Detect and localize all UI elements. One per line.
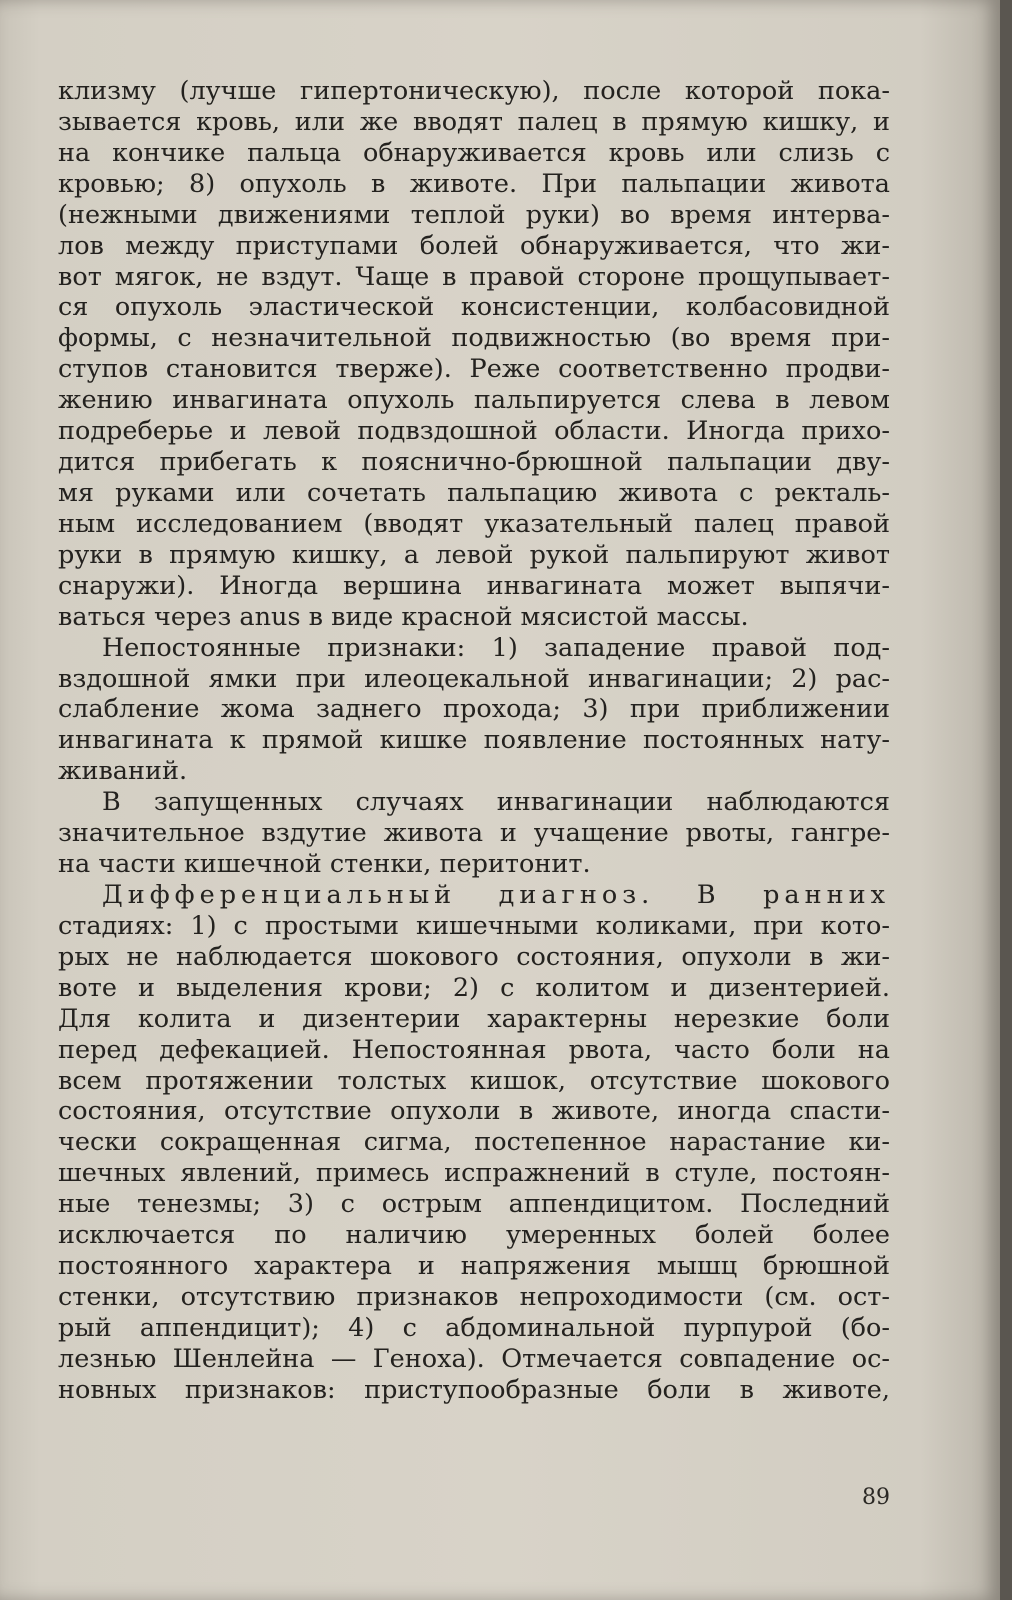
text-line: снаружи). Иногда вершина инвагината может выпячи- xyxy=(58,570,890,601)
page-number: 89 xyxy=(862,1485,890,1510)
text-line: вздошной ямки при илеоцекальной инвагинации; 2) рас- xyxy=(58,663,890,694)
text-line: кровью; 8) опухоль в животе. При пальпации живота xyxy=(58,168,890,199)
text-line: на кончике пальца обнаруживается кровь или слизь с xyxy=(58,137,890,168)
section-heading-line: Дифференциальный диагноз. В ранних xyxy=(102,879,890,910)
text-line: лов между приступами болей обнаруживается, что жи- xyxy=(58,230,890,261)
text-line: рых не наблюдается шокового состояния, опухоли в жи- xyxy=(58,941,890,972)
text-line: ступов становится тверже). Реже соответственно продви- xyxy=(58,354,890,385)
text-line: стенки, отсутствию признаков непроходимости (см. ост- xyxy=(58,1281,890,1312)
text-line: подреберье и левой подвздошной области. Иногда прихо- xyxy=(58,416,890,447)
body-text xyxy=(58,76,890,1406)
text-line: жению инвагината опухоль пальпируется слева в левом xyxy=(58,385,890,416)
text-line: формы, с незначительной подвижностью (во время при- xyxy=(58,323,890,354)
text-line: мя руками или сочетать пальпацию живота с ректаль- xyxy=(58,477,890,508)
text-line: ным исследованием (вводят указательный палец правой xyxy=(58,508,890,539)
paragraph-start-line: Непостоянные признаки: 1) западение правой под- xyxy=(102,632,890,663)
text-line: слабление жома заднего прохода; 3) при приближении xyxy=(58,694,890,725)
paragraph-start-line: В запущенных случаях инвагинации наблюдаются xyxy=(102,787,890,818)
text-line: чески сокращенная сигма, постепенное нарастание ки- xyxy=(58,1127,890,1158)
text-line: живаний. xyxy=(58,756,188,787)
text-line: дится прибегать к пояснично-брюшной пальпации дву- xyxy=(58,447,890,478)
text-line: значительное вздутие живота и учащение рвоты, гангре- xyxy=(58,818,890,849)
text-line: постоянного характера и напряжения мышц брюшной xyxy=(58,1251,890,1282)
text-line: клизму (лучше гипертоническую), после которой пока- xyxy=(58,76,890,106)
text-line: стадиях: 1) с простыми кишечными коликами, при кото- xyxy=(58,910,890,941)
text-line: новных признаков: приступообразные боли в животе, xyxy=(58,1374,890,1405)
text-line: инвагината к прямой кишке появление постоянных нату- xyxy=(58,725,890,756)
text-line: перед дефекацией. Непостоянная рвота, часто боли на xyxy=(58,1034,890,1065)
text-line: Для колита и дизентерии характерны нерезкие боли xyxy=(58,1003,890,1034)
text-line: рый аппендицит); 4) с абдоминальной пурпурой (бо- xyxy=(58,1312,890,1343)
text-line: (нежными движениями теплой руки) во время интерва- xyxy=(58,199,890,230)
text-line: ся опухоль эластической консистенции, колбасовидной xyxy=(58,292,890,323)
text-line: на части кишечной стенки, перитонит. xyxy=(58,849,591,880)
text-line: лезнью Шенлейна — Геноха). Отмечается совпадение ос- xyxy=(58,1343,890,1374)
text-line: воте и выделения крови; 2) с колитом и дизентерией. xyxy=(58,972,890,1003)
text-line: ваться через anus в виде красной мясистой массы. xyxy=(58,601,749,632)
text-line: состояния, отсутствие опухоли в животе, иногда спасти- xyxy=(58,1096,890,1127)
text-line: всем протяжении толстых кишок, отсутствие шокового xyxy=(58,1065,890,1096)
text-line: шечных явлений, примесь испражнений в стуле, постоян- xyxy=(58,1158,890,1189)
text-line: ные тенезмы; 3) с острым аппендицитом. Последний xyxy=(58,1189,890,1220)
text-line: вот мягок, не вздут. Чаще в правой стороне прощупывает- xyxy=(58,261,890,292)
text-line: зывается кровь, или же вводят палец в прямую кишку, и xyxy=(58,106,890,137)
text-line: руки в прямую кишку, а левой рукой пальпируют живот xyxy=(58,539,890,570)
text-line: исключается по наличию умеренных болей более xyxy=(58,1220,890,1251)
